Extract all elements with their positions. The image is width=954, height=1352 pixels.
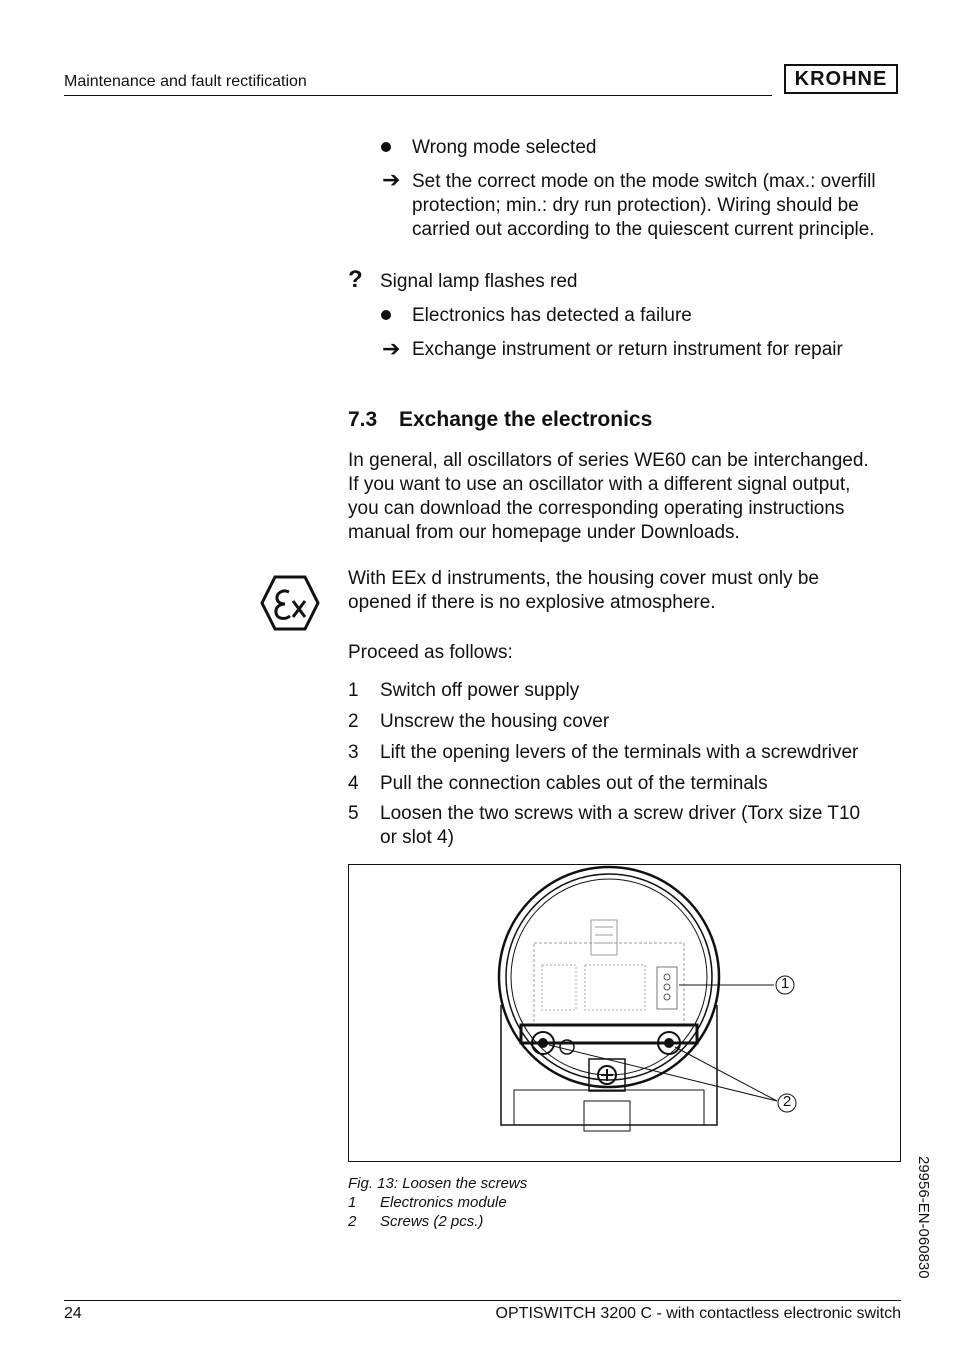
step-text: Unscrew the housing cover (380, 711, 610, 732)
callout-2-label: 2 (782, 1093, 792, 1110)
bullet-dot-icon (381, 142, 391, 152)
section-number: 7.3 (348, 408, 378, 431)
arrow-right-icon: ➔ (382, 167, 401, 192)
fault1-cause: Wrong mode selected (412, 137, 597, 158)
step-text-continued: or slot 4) (380, 827, 454, 848)
figure-frame (348, 864, 901, 1162)
callout-1-label: 1 (780, 975, 790, 992)
fault1-remedy-line2: protection; min.: dry run protection). Wiring should be (412, 195, 859, 216)
step-number: 2 (348, 711, 359, 732)
fault2-symptom: Signal lamp flashes red (380, 271, 578, 292)
intro-line2: If you want to use an oscillator with a different signal output, (348, 474, 851, 495)
header-divider (64, 95, 772, 96)
intro-line4: manual from our homepage under Downloads. (348, 522, 740, 543)
proceed-text: Proceed as follows: (348, 642, 513, 663)
intro-line1: In general, all oscillators of series WE60 can be interchanged. (348, 450, 869, 471)
step-text: Loosen the two screws with a screw driver (Torx size T10 (380, 803, 861, 824)
step-number: 1 (348, 680, 359, 701)
step-text: Switch off power supply (380, 680, 580, 701)
fault1-remedy-line3: carried out according to the quiescent current principle. (412, 219, 875, 240)
krohne-logo: KROHNE (784, 64, 898, 94)
legend-text: Electronics module (380, 1194, 507, 1211)
bullet-dot-icon (381, 310, 391, 320)
intro-line3: you can download the corresponding operating instructions (348, 498, 845, 519)
figure-caption: Fig. 13: Loosen the screws (348, 1175, 528, 1192)
fault1-remedy-line1: Set the correct mode on the mode switch (max.: overfill (412, 171, 876, 192)
legend-number: 1 (348, 1194, 357, 1211)
page-number: 24 (64, 1305, 82, 1322)
step-text: Lift the opening levers of the terminals with a screwdriver (380, 742, 859, 763)
electronics-module-drawing (349, 865, 900, 1161)
step-number: 4 (348, 773, 359, 794)
page-header-title: Maintenance and fault rectification (64, 73, 307, 90)
question-icon: ? (348, 266, 363, 293)
ex-note-line2: opened if there is no explosive atmosphere. (348, 592, 716, 613)
footer-divider (64, 1300, 901, 1301)
document-code: 29956-EN-060830 (915, 1156, 932, 1279)
section-title: Exchange the electronics (399, 408, 653, 431)
footer-title: OPTISWITCH 3200 C - with contactless electronic switch (495, 1305, 901, 1322)
step-text: Pull the connection cables out of the terminals (380, 773, 768, 794)
step-number: 3 (348, 742, 359, 763)
fault2-cause: Electronics has detected a failure (412, 305, 692, 326)
legend-text: Screws (2 pcs.) (380, 1213, 484, 1230)
step-number: 5 (348, 803, 359, 824)
legend-number: 2 (348, 1213, 357, 1230)
arrow-right-icon: ➔ (382, 336, 401, 361)
fault2-remedy: Exchange instrument or return instrument for repair (412, 339, 843, 360)
ex-note-line1: With EEx d instruments, the housing cover must only be (348, 568, 819, 589)
ex-atex-icon (260, 575, 320, 631)
